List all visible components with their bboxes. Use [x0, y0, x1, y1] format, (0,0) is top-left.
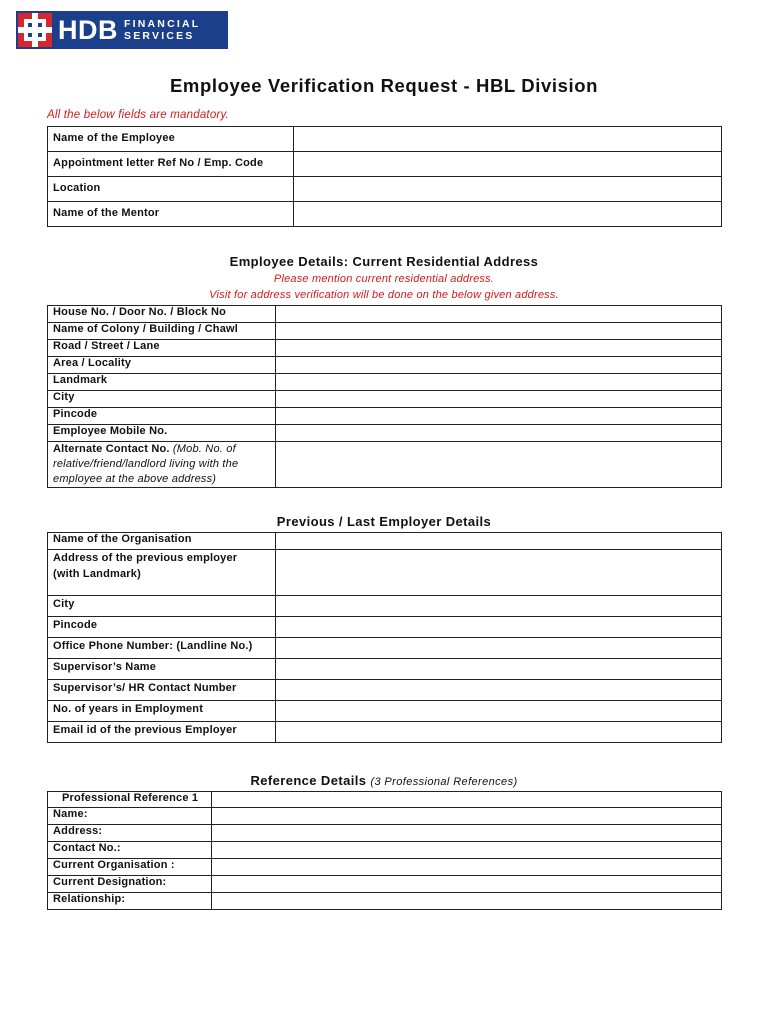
row-label: Road / Street / Lane: [48, 340, 276, 357]
row-label: Supervisor’s Name: [48, 659, 276, 680]
residential-heading: Employee Details: Current Residential Address: [229, 254, 539, 269]
ref-name-field[interactable]: [212, 808, 722, 825]
road-field[interactable]: [276, 340, 722, 357]
row-label: Appointment letter Ref No / Emp. Code: [48, 152, 294, 177]
mandatory-note: All the below fields are mandatory.: [47, 109, 229, 121]
landmark-field[interactable]: [276, 374, 722, 391]
page-title: Employee Verification Request - HBL Division: [169, 75, 599, 96]
logo-brand: HDB: [58, 14, 118, 45]
prev-pincode-field[interactable]: [276, 617, 722, 638]
previous-employer-table: [47, 532, 722, 743]
row-label: Pincode: [48, 617, 276, 638]
row-label: Name of the Organisation: [48, 533, 276, 550]
row-label: City: [48, 596, 276, 617]
row-label: Area / Locality: [48, 357, 276, 374]
residential-table: [47, 305, 722, 488]
previous-heading: Previous / Last Employer Details: [276, 514, 492, 529]
location-field[interactable]: [294, 177, 722, 202]
prev-email-field[interactable]: [276, 722, 722, 743]
prev-city-field[interactable]: [276, 596, 722, 617]
row-label: Employee Mobile No.: [48, 425, 276, 442]
row-label: Landmark: [48, 374, 276, 391]
row-label: Name of Colony / Building / Chawl: [48, 323, 276, 340]
colony-field[interactable]: [276, 323, 722, 340]
emp-code-field[interactable]: [294, 152, 722, 177]
basic-info-table: [47, 126, 722, 227]
row-label: Name of the Mentor: [48, 202, 294, 227]
reference-heading: Reference Details (3 Professional References): [250, 773, 518, 788]
row-label: Address of the previous employer (with Landmark): [48, 550, 276, 596]
supervisor-contact-field[interactable]: [276, 680, 722, 701]
row-label: Address:: [48, 825, 212, 842]
row-label: Location: [48, 177, 294, 202]
logo-subtext: FINANCIAL SERVICES: [124, 18, 201, 42]
ref-contact-field[interactable]: [212, 842, 722, 859]
residential-note-1: Please mention current residential address.: [273, 273, 495, 285]
org-name-field[interactable]: [276, 533, 722, 550]
row-label: Name:: [48, 808, 212, 825]
city-field[interactable]: [276, 391, 722, 408]
reference-title: Professional Reference 1: [48, 792, 212, 808]
ref-address-field[interactable]: [212, 825, 722, 842]
mobile-field[interactable]: [276, 425, 722, 442]
row-label: City: [48, 391, 276, 408]
row-label: Current Designation:: [48, 876, 212, 893]
area-field[interactable]: [276, 357, 722, 374]
ref-relationship-field[interactable]: [212, 893, 722, 910]
row-label: Contact No.:: [48, 842, 212, 859]
row-label: No. of years in Employment: [48, 701, 276, 722]
row-label: Current Organisation :: [48, 859, 212, 876]
employee-name-field[interactable]: [294, 127, 722, 152]
hdb-logo: [16, 11, 228, 49]
prev-address-field[interactable]: [276, 550, 722, 596]
row-label: Supervisor’s/ HR Contact Number: [48, 680, 276, 701]
row-label: Pincode: [48, 408, 276, 425]
years-employment-field[interactable]: [276, 701, 722, 722]
reference-table: [47, 791, 722, 910]
pincode-field[interactable]: [276, 408, 722, 425]
row-label: Email id of the previous Employer: [48, 722, 276, 743]
row-label: Office Phone Number: (Landline No.): [48, 638, 276, 659]
row-label: Relationship:: [48, 893, 212, 910]
residential-note-2: Visit for address verification will be done on the below given address.: [209, 289, 559, 301]
supervisor-name-field[interactable]: [276, 659, 722, 680]
office-phone-field[interactable]: [276, 638, 722, 659]
alt-contact-label: Alternate Contact No. (Mob. No. of relative/friend/landlord living with the employee at the above address): [48, 442, 276, 488]
ref-organisation-field[interactable]: [212, 859, 722, 876]
alt-contact-field[interactable]: [276, 442, 722, 488]
house-no-field[interactable]: [276, 306, 722, 323]
ref-designation-field[interactable]: [212, 876, 722, 893]
row-label: Name of the Employee: [48, 127, 294, 152]
mentor-field[interactable]: [294, 202, 722, 227]
row-label: House No. / Door No. / Block No: [48, 306, 276, 323]
reference-title-field: [212, 792, 722, 808]
logo-mark-icon: [18, 13, 52, 47]
